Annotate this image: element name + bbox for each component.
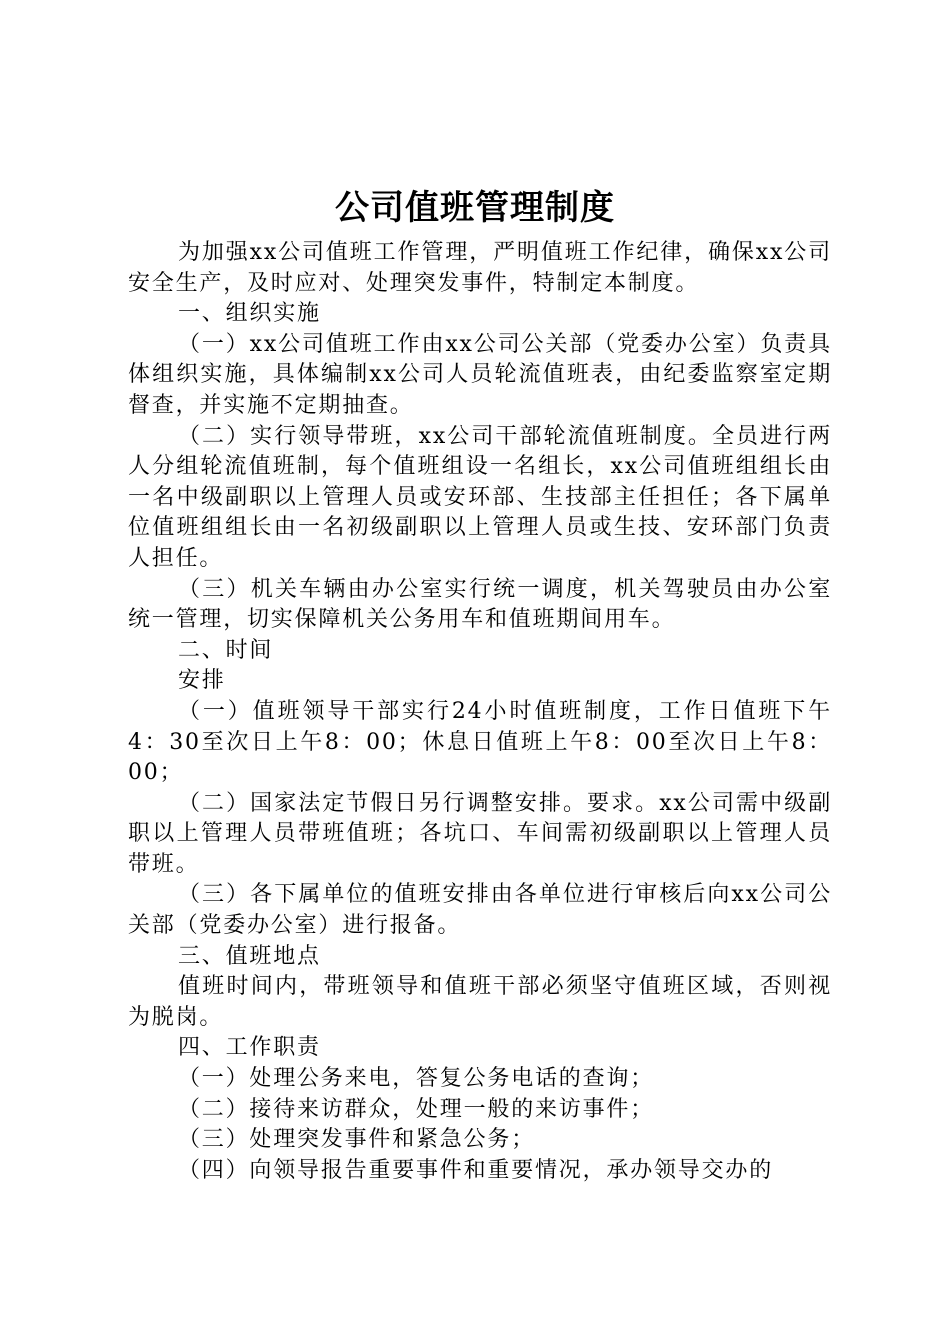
section-heading-location: 三、值班地点 <box>178 943 321 969</box>
section-heading-time: 二、时间 <box>178 637 274 663</box>
section-heading-organization: 一、组织实施 <box>178 301 321 327</box>
paragraph-time-2: （二）国家法定节假日另行调整安排。要求。xx公司需中级副职以上管理人员带班值班；各坑口、车间需初级副职以上管理人员带班。 <box>128 790 832 877</box>
paragraph-duty-1: （一）处理公务来电，答复公务电话的查询； <box>178 1066 655 1092</box>
paragraph-time-3: （三）各下属单位的值班安排由各单位进行审核后向xx公司公关部（党委办公室）进行报备。 <box>128 882 832 939</box>
paragraph-location: 值班时间内，带班领导和值班干部必须坚守值班区域，否则视为脱岗。 <box>128 974 832 1030</box>
section-heading-duties: 四、工作职责 <box>178 1035 321 1061</box>
paragraph-intro: 为加强xx公司值班工作管理，严明值班工作纪律，确保xx公司安全生产，及时应对、处理突发事件，特制定本制度。 <box>128 240 832 296</box>
paragraph-organization-2: （二）实行领导带班，xx公司干部轮流值班制度。全员进行两人分组轮流值班制，每个值班组设一名组长，xx公司值班组组长由一名中级副职以上管理人员或安环部、生技部主任担任；各下属单位值班组组长由一名初级副职以上管理人员或生技、安环部门负责人担任。 <box>128 423 832 571</box>
paragraph-organization-3: （三）机关车辆由办公室实行统一调度，机关驾驶员由办公室统一管理，切实保障机关公务用车和值班期间用车。 <box>128 576 832 633</box>
paragraph-duty-2: （二）接待来访群众，处理一般的来访事件； <box>178 1096 655 1122</box>
paragraph-organization-1: （一）xx公司值班工作由xx公司公关部（党委办公室）负责具体组织实施，具体编制xx公司人员轮流值班表，由纪委监察室定期督查，并实施不定期抽查。 <box>128 331 832 418</box>
document-body <box>128 238 832 1186</box>
section-heading-arrangement: 安排 <box>178 668 226 694</box>
paragraph-time-1: （一）值班领导干部实行24小时值班制度，工作日值班下午4：30至次日上午8：00；休息日值班上午8：00至次日上午8：00； <box>128 698 832 786</box>
paragraph-duty-3: （三）处理突发事件和紧急公务； <box>178 1127 536 1153</box>
paragraph-duty-4: （四）向领导报告重要事件和重要情况，承办领导交办的 <box>178 1157 774 1183</box>
document-title: 公司值班管理制度 <box>335 188 615 228</box>
